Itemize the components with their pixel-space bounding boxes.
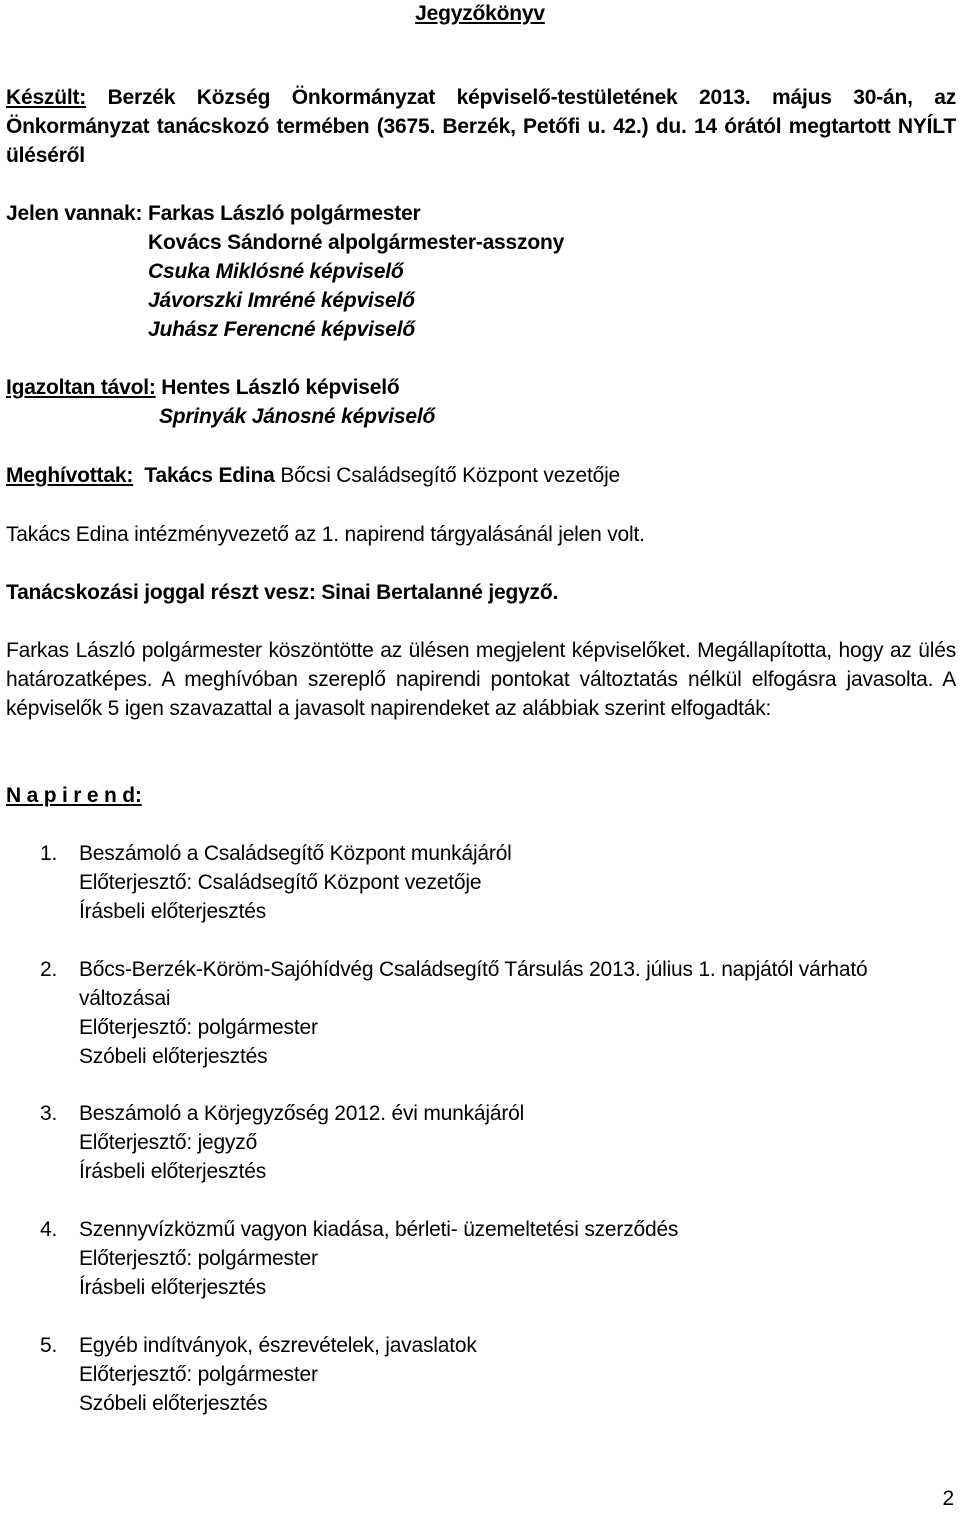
- agenda-item-presenter: Előterjesztő: polgármester: [79, 1247, 318, 1270]
- invited-role: Bőcsi Családsegítő Központ vezetője: [280, 464, 621, 487]
- excused-label: Igazoltan távol:: [6, 376, 156, 399]
- agenda-item-number: 3.: [40, 1102, 58, 1125]
- present-member: Kovács Sándorné alpolgármester-asszony: [148, 231, 565, 254]
- agenda-item-title: Beszámoló a Körjegyzőség 2012. évi munkájáról: [79, 1102, 525, 1125]
- agenda-item-format: Írásbeli előterjesztés: [79, 900, 267, 923]
- agenda-item-title: Szennyvízközmű vagyon kiadása, bérleti- üzemeltetési szerződés: [79, 1218, 679, 1241]
- present-label: Jelen vannak:: [6, 202, 143, 225]
- invited-line: [6, 461, 620, 490]
- prepared-line-3: üléséről: [6, 144, 85, 167]
- excused-first-line: [6, 373, 399, 402]
- present-member: Jávorszki Imréné képviselő: [148, 289, 415, 312]
- agenda-item-number: 1.: [40, 842, 58, 865]
- excused-member: Hentes László képviselő: [161, 376, 400, 399]
- agenda-item-format: Szóbeli előterjesztés: [79, 1045, 268, 1068]
- advisory-line: Tanácskozási joggal részt vesz: Sinai Bertalanné jegyző.: [6, 581, 559, 604]
- agenda-item-number: 4.: [40, 1218, 58, 1241]
- prepared-line-2: Önkormányzat tanácskozó termében (3675. Berzék, Petőfi u. 42.) du. 14 órától megtartott NYÍLT: [6, 115, 956, 138]
- opening-line-3: képviselők 5 igen szavazattal a javasolt napirendeket az alábbiak szerint elfogadták:: [6, 697, 772, 720]
- invited-name: Takács Edina: [144, 464, 275, 487]
- opening-line-1: Farkas László polgármester köszöntötte az ülésen megjelent képviselőket. Megállapította, hogy az ülés: [6, 639, 956, 662]
- present-member: Csuka Miklósné képviselő: [148, 260, 404, 283]
- agenda-heading: N a p i r e n d:: [6, 784, 142, 807]
- invited-label: Meghívottak:: [6, 464, 134, 487]
- present-first-line: [6, 199, 421, 228]
- document-title: Jegyzőkönyv: [415, 2, 545, 25]
- agenda-item-format: Szóbeli előterjesztés: [79, 1392, 268, 1415]
- invited-note: Takács Edina intézményvezető az 1. napirend tárgyalásánál jelen volt.: [6, 523, 645, 546]
- agenda-item-presenter: Előterjesztő: Családsegítő Központ vezetője: [79, 871, 482, 894]
- agenda-item-format: Írásbeli előterjesztés: [79, 1160, 267, 1183]
- agenda-item-presenter: Előterjesztő: jegyző: [79, 1131, 258, 1154]
- agenda-item-number: 2.: [40, 958, 58, 981]
- prepared-label: Készült:: [6, 86, 87, 109]
- agenda-item-title: Egyéb indítványok, észrevételek, javaslatok: [79, 1334, 477, 1357]
- present-member: Juhász Ferencné képviselő: [148, 318, 415, 341]
- agenda-item-presenter: Előterjesztő: polgármester: [79, 1016, 318, 1039]
- excused-member: Sprinyák Jánosné képviselő: [159, 405, 436, 428]
- present-member: Farkas László polgármester: [147, 202, 421, 225]
- agenda-item-title: Bőcs-Berzék-Köröm-Sajóhídvég Családsegítő Társulás 2013. július 1. napjától várható: [79, 958, 868, 981]
- agenda-item-title-cont: változásai: [79, 987, 171, 1010]
- agenda-item-title: Beszámoló a Családsegítő Központ munkájáról: [79, 842, 512, 865]
- agenda-item-number: 5.: [40, 1334, 58, 1357]
- page-number: 2: [942, 1487, 954, 1510]
- agenda-item-format: Írásbeli előterjesztés: [79, 1276, 267, 1299]
- prepared-text-1: Berzék Község Önkormányzat képviselő-testületének 2013. május 30-án, az: [107, 86, 956, 109]
- prepared-line-1: [6, 83, 956, 112]
- opening-line-2: határozatképes. A meghívóban szereplő napirendi pontokat változtatás nélkül elfogásra javasolta. A: [6, 668, 956, 691]
- agenda-item-presenter: Előterjesztő: polgármester: [79, 1363, 318, 1386]
